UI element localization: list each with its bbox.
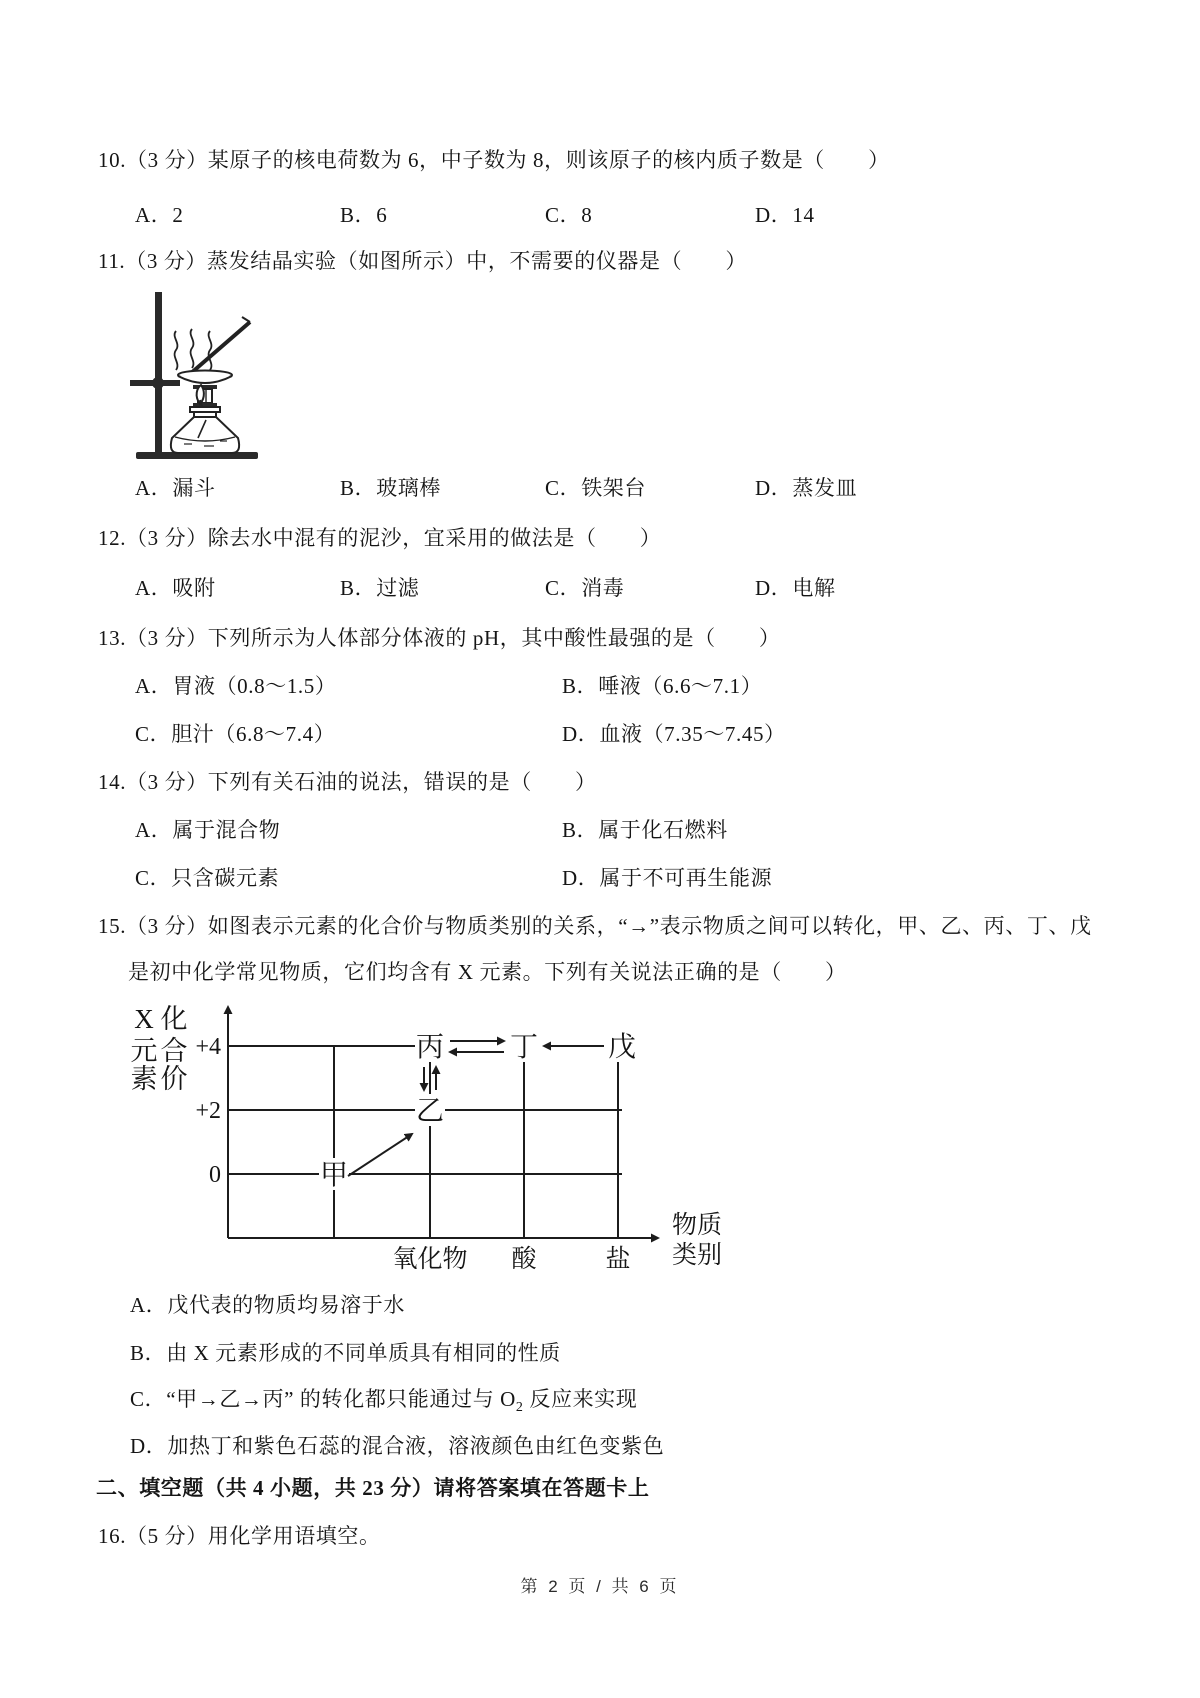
svg-text:酸: 酸 [511, 1246, 537, 1273]
option-d: D．14 [755, 203, 815, 227]
chart-xticks [392, 1245, 630, 1273]
option-b: B．6 [340, 203, 388, 227]
option-d: D．电解 [755, 576, 836, 600]
point-ding: 丁 [509, 1032, 539, 1063]
option-a: A．属于混合物 [135, 818, 281, 842]
chart-ylabel [131, 1004, 188, 1094]
question-11-stem: 11.（3 分）蒸发结晶实验（如图所示）中，不需要的仪器是（ ） [98, 249, 748, 273]
question-15-option-a: A．戊代表的物质均易溶于水 [130, 1293, 405, 1317]
option-b: B．属于化石燃料 [562, 818, 728, 842]
svg-text:+4: +4 [195, 1034, 221, 1060]
svg-text:盐: 盐 [605, 1246, 631, 1273]
question-15-option-c: C．“甲→乙→丙” 的转化都只能通过与 $O_2$ 反应来实现 [130, 1387, 638, 1416]
question-15-stem-line1: 15.（3 分）如图表示元素的化合价与物质类别的关系，“→”表示物质之间可以转化，甲、乙、丙、丁、戊 [98, 914, 1092, 938]
question-11-options [0, 476, 1200, 504]
option-c: C．胆汁（6.8～7.4） [135, 722, 336, 746]
svg-text:X: X [134, 1004, 154, 1034]
svg-text:+2: +2 [195, 1098, 221, 1124]
option-c: C．只含碳元素 [135, 866, 280, 890]
point-jia: 甲 [319, 1160, 349, 1191]
question-14-options-row2 [0, 866, 1200, 894]
svg-text:类别: 类别 [672, 1242, 723, 1269]
svg-text:物质: 物质 [672, 1212, 723, 1239]
svg-text:氧化物: 氧化物 [392, 1246, 468, 1273]
question-12-options [0, 576, 1200, 604]
svg-text:0: 0 [209, 1162, 221, 1188]
question-15-option-d: D．加热丁和紫色石蕊的混合液，溶液颜色由红色变紫色 [130, 1434, 665, 1458]
evaporation-apparatus-figure [116, 290, 281, 467]
evaporating-dish [178, 371, 232, 384]
question-14-options-row1 [0, 818, 1200, 846]
section-2-header: 二、填空题（共 4 小题，共 23 分）请将答案填在答题卡上 [96, 1476, 650, 1500]
glass-rod [190, 317, 250, 374]
option-c: C．8 [545, 203, 593, 227]
question-12-stem: 12.（3 分）除去水中混有的泥沙，宜采用的做法是（ ） [98, 526, 662, 550]
option-c: C．消毒 [545, 576, 625, 600]
option-d: D．蒸发皿 [755, 476, 858, 500]
steam-lines [175, 329, 212, 370]
question-10-options [0, 203, 1200, 231]
svg-text:价: 价 [160, 1064, 188, 1094]
valence-category-chart [90, 995, 790, 1300]
option-a: A．漏斗 [135, 476, 216, 500]
svg-text:合: 合 [160, 1036, 188, 1066]
question-10-stem: 10.（3 分）某原子的核电荷数为 6，中子数为 8，则该原子的核内质子数是（ ） [98, 148, 890, 172]
svg-text:元: 元 [130, 1036, 158, 1066]
question-15-stem-line2: 是初中化学常见物质，它们均含有 X 元素。下列有关说法正确的是（ ） [128, 960, 847, 984]
question-13-options-row1 [0, 674, 1200, 702]
option-a: A．2 [135, 203, 184, 227]
option-d: D．属于不可再生能源 [562, 866, 773, 890]
svg-text:素: 素 [130, 1064, 158, 1094]
option-a: A．胃液（0.8～1.5） [135, 674, 337, 698]
point-bing: 丙 [415, 1032, 445, 1063]
point-yi: 乙 [415, 1096, 445, 1127]
question-16-stem: 16.（5 分）用化学用语填空。 [98, 1524, 381, 1548]
option-a: A．吸附 [135, 576, 216, 600]
chart-xlabel [672, 1211, 722, 1269]
question-14-stem: 14.（3 分）下列有关石油的说法，错误的是（ ） [98, 770, 597, 794]
question-13-options-row2 [0, 722, 1200, 750]
question-15-option-b: B．由 X 元素形成的不同单质具有相同的性质 [130, 1341, 561, 1365]
svg-text:化: 化 [160, 1004, 188, 1034]
question-13-stem: 13.（3 分）下列所示为人体部分体液的 pH，其中酸性最强的是（ ） [98, 626, 781, 650]
option-b: B．唾液（6.6～7.1） [562, 674, 763, 698]
subscript: 2 [515, 1400, 524, 1416]
transition-arrows [348, 1041, 604, 1176]
point-wu: 戊 [607, 1032, 637, 1063]
option-b: B．玻璃棒 [340, 476, 442, 500]
option-d: D．血液（7.35～7.45） [562, 722, 786, 746]
page-footer: 第 2 页 / 共 6 页 [520, 1577, 680, 1596]
chart-yticks [195, 1034, 221, 1188]
option-c: C．铁架台 [545, 476, 647, 500]
option-b: B．过滤 [340, 576, 420, 600]
